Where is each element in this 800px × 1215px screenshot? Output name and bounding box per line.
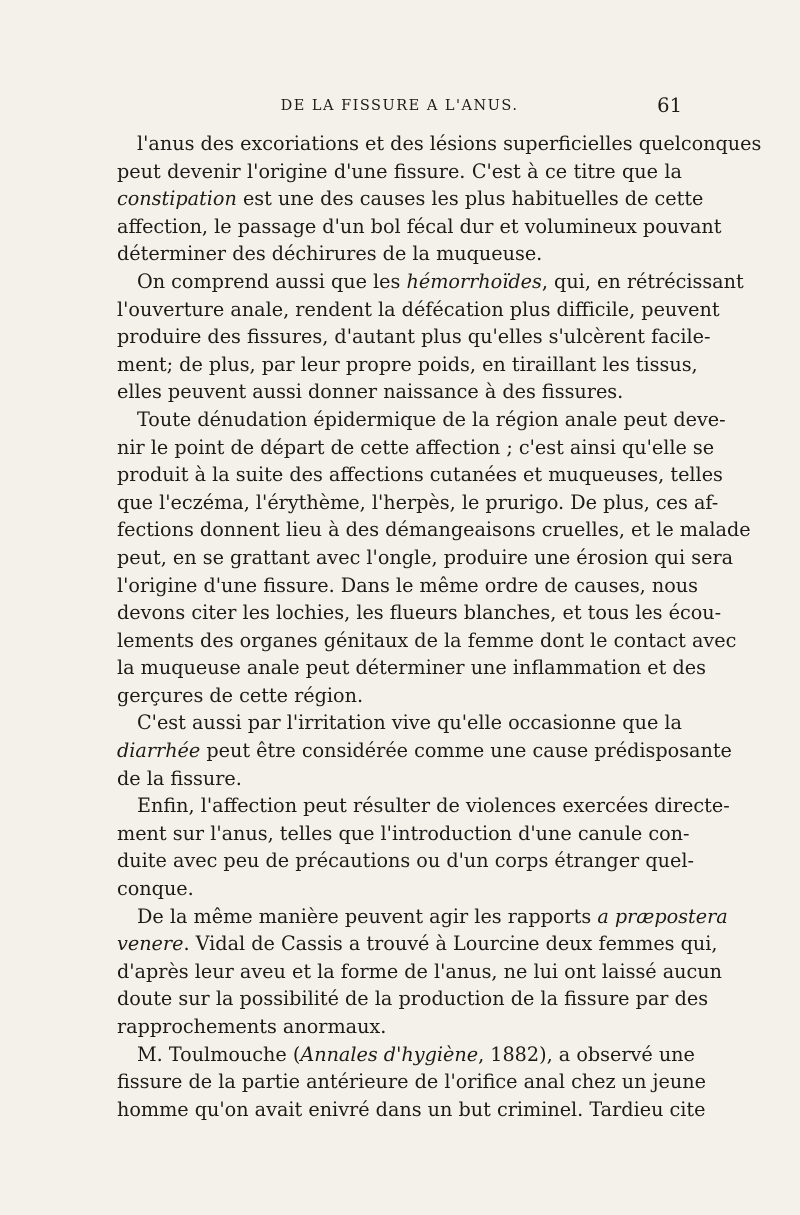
- text-run: devons citer les lochies, les flueurs blanches, et tous les écou-: [117, 601, 722, 625]
- text-run: M. Toulmouche (: [137, 1042, 301, 1066]
- text-line: [117, 847, 694, 875]
- text-line: [117, 765, 682, 793]
- paragraph: [117, 792, 730, 902]
- paragraph: [117, 130, 762, 268]
- text-line: [117, 1068, 706, 1096]
- text-line: [117, 268, 744, 296]
- text-line: [117, 130, 762, 158]
- text-line: [117, 240, 682, 268]
- page-header: [117, 94, 682, 122]
- text-line: [117, 1013, 682, 1041]
- text-line: [117, 627, 737, 655]
- text-line: [117, 516, 751, 544]
- text-line: [117, 709, 682, 737]
- text-line: [117, 185, 704, 213]
- text-run: homme qu'on avait enivré dans un but criminel. Tardieu cite: [117, 1097, 706, 1121]
- text-line: [117, 489, 719, 517]
- text-run: produire des fissures, d'autant plus qu'elles s'ulcèrent facile-: [117, 325, 711, 349]
- text-run: l'anus des excoriations et des lésions superficielles quelconques: [137, 132, 762, 155]
- text-line: [117, 958, 723, 986]
- text-line: [117, 1041, 695, 1069]
- italic-text: diarrhée: [117, 739, 201, 763]
- text-run: affection, le passage d'un bol fécal dur et volumineux pouvant: [117, 214, 722, 238]
- text-line: [117, 461, 723, 489]
- text-line: [117, 434, 715, 462]
- italic-text: venere: [117, 932, 184, 956]
- text-run: d'après leur aveu et la forme de l'anus, ne lui ont laissé aucun: [117, 959, 723, 983]
- text-line: [117, 820, 690, 848]
- text-run: de la fissure.: [117, 766, 242, 790]
- page-number: 61: [657, 94, 682, 117]
- text-run: peut être considérée comme une cause prédisposante: [200, 739, 732, 763]
- text-line: [117, 682, 682, 710]
- text-line: [117, 406, 726, 434]
- text-line: [117, 323, 711, 351]
- text-line: [117, 1096, 706, 1124]
- text-run: l'origine d'une fissure. Dans le même ordre de causes, nous: [117, 573, 698, 597]
- text-run: Enfin, l'affection peut résulter de violences exercées directe-: [137, 794, 730, 818]
- running-head: DE LA FISSURE A L'ANUS.: [280, 98, 519, 114]
- paragraph: [117, 709, 732, 792]
- text-run: l'ouverture anale, rendent la défécation plus difficile, peuvent: [117, 297, 720, 321]
- text-line: [117, 903, 728, 931]
- text-run: nir le point de départ de cette affection ; c'est ainsi qu'elle se: [117, 435, 715, 459]
- text-line: [117, 158, 682, 186]
- text-run: produit à la suite des affections cutanées et muqueuses, telles: [117, 463, 723, 487]
- text-run: De la même manière peuvent agir les rapports: [137, 904, 598, 928]
- text-run: duite avec peu de précautions ou d'un corps étranger quel-: [117, 849, 694, 873]
- paragraph: [117, 406, 751, 710]
- text-run: , 1882), a observé une: [478, 1042, 695, 1066]
- text-run: ment sur l'anus, telles que l'introduction d'une canule con-: [117, 821, 690, 845]
- text-run: doute sur la possibilité de la production de la fissure par des: [117, 987, 709, 1011]
- text-run: fections donnent lieu à des démangeaisons cruelles, et le malade: [117, 518, 751, 542]
- text-line: [117, 296, 720, 324]
- text-line: [117, 544, 734, 572]
- text-run: elles peuvent aussi donner naissance à des fissures.: [117, 380, 624, 404]
- text-run: gerçures de cette région.: [117, 683, 364, 707]
- italic-text: a præpostera: [597, 904, 728, 928]
- text-run: , qui, en rétrécissant: [541, 269, 744, 293]
- text-line: [117, 985, 709, 1013]
- text-run: peut devenir l'origine d'une fissure. C'est à ce titre que la: [117, 159, 682, 183]
- text-run: est une des causes les plus habituelles de cette: [236, 187, 704, 211]
- text-run: lements des organes génitaux de la femme dont le contact avec: [117, 628, 737, 652]
- text-line: [117, 792, 730, 820]
- text-run: déterminer des déchirures de la muqueuse.: [117, 242, 543, 266]
- text-run: On comprend aussi que les: [137, 269, 407, 293]
- text-run: conque.: [117, 877, 194, 901]
- text-run: Toute dénudation épidermique de la région anale peut deve-: [137, 407, 726, 431]
- text-run: ment; de plus, par leur propre poids, en tiraillant les tissus,: [117, 352, 698, 376]
- text-line: [117, 213, 722, 241]
- text-run: peut, en se grattant avec l'ongle, produire une érosion qui sera: [117, 545, 734, 569]
- text-line: [117, 930, 718, 958]
- italic-text: hémorrhoïdes: [406, 269, 542, 293]
- text-line: [117, 572, 698, 600]
- text-run: que l'eczéma, l'érythème, l'herpès, le prurigo. De plus, ces af-: [117, 490, 719, 514]
- text-run: fissure de la partie antérieure de l'orifice anal chez un jeune: [117, 1070, 706, 1094]
- text-line: [117, 737, 732, 765]
- paragraph: [117, 903, 728, 1041]
- text-line: [117, 875, 682, 903]
- italic-text: Annales d'hygiène: [300, 1042, 479, 1066]
- italic-text: constipation: [117, 187, 237, 211]
- paragraph: [117, 268, 744, 406]
- text-line: [117, 378, 682, 406]
- body-text: [117, 130, 762, 1123]
- text-line: [117, 599, 722, 627]
- text-line: [117, 654, 706, 682]
- text-line: [117, 351, 698, 379]
- text-run: C'est aussi par l'irritation vive qu'elle occasionne que la: [137, 711, 682, 735]
- text-run: rapprochements anormaux.: [117, 1015, 387, 1038]
- paragraph: [117, 1041, 706, 1124]
- text-run: . Vidal de Cassis a trouvé à Lourcine deux femmes qui,: [183, 932, 718, 956]
- text-run: la muqueuse anale peut déterminer une inflammation et des: [117, 656, 706, 680]
